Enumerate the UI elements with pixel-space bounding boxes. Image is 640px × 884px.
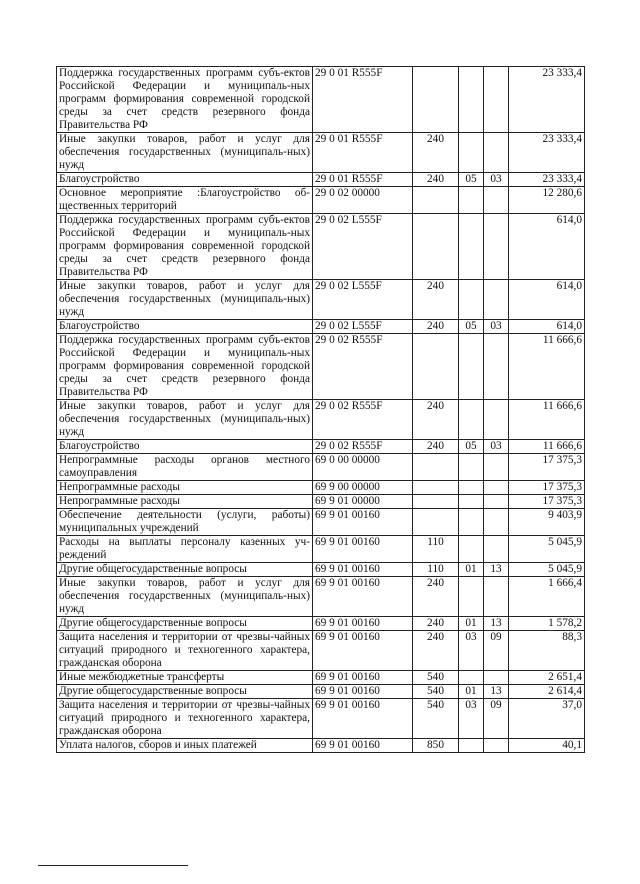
table-row bbox=[57, 320, 585, 334]
section-cell: 03 bbox=[459, 631, 484, 671]
expense-name-cell: Поддержка государственных программ субъ-ектов Российской Федерации и муниципаль-ных программ формирования современной городской среды за счет средств резервного фонда Правительства РФ bbox=[57, 214, 313, 280]
subsection-cell bbox=[484, 67, 509, 133]
subsection-cell: 03 bbox=[484, 173, 509, 187]
section-cell: 03 bbox=[459, 699, 484, 739]
budget-table bbox=[56, 66, 585, 753]
section-cell bbox=[459, 67, 484, 133]
table-row bbox=[57, 334, 585, 400]
expense-type-cell bbox=[413, 334, 459, 400]
expense-name-cell: Основное мероприятие :Благоустройство об-щественных территорий bbox=[57, 187, 313, 214]
amount-cell: 23 333,4 bbox=[509, 67, 585, 133]
amount-cell: 17 375,3 bbox=[509, 454, 585, 481]
subsection-cell bbox=[484, 187, 509, 214]
subsection-cell bbox=[484, 739, 509, 753]
table-row bbox=[57, 280, 585, 320]
expense-type-cell: 240 bbox=[413, 133, 459, 173]
expense-type-cell: 240 bbox=[413, 440, 459, 454]
subsection-cell: 13 bbox=[484, 617, 509, 631]
subsection-cell bbox=[484, 671, 509, 685]
expense-type-cell bbox=[413, 509, 459, 536]
expense-type-cell bbox=[413, 214, 459, 280]
amount-cell: 11 666,6 bbox=[509, 440, 585, 454]
table-row bbox=[57, 173, 585, 187]
subsection-cell bbox=[484, 481, 509, 495]
expense-name-cell: Непрограммные расходы органов местного самоуправления bbox=[57, 454, 313, 481]
amount-cell: 614,0 bbox=[509, 320, 585, 334]
subsection-cell: 03 bbox=[484, 320, 509, 334]
expense-type-cell bbox=[413, 454, 459, 481]
expense-type-cell: 540 bbox=[413, 671, 459, 685]
section-cell bbox=[459, 400, 484, 440]
expense-name-cell: Другие общегосударственные вопросы bbox=[57, 617, 313, 631]
table-row bbox=[57, 481, 585, 495]
target-article-cell: 29 0 02 R555F bbox=[313, 400, 413, 440]
expense-name-cell: Поддержка государственных программ субъ-ектов Российской Федерации и муниципаль-ных программ формирования современной городской среды за счет средств резервного фонда Правительства РФ bbox=[57, 67, 313, 133]
expense-type-cell bbox=[413, 495, 459, 509]
subsection-cell: 03 bbox=[484, 440, 509, 454]
section-cell bbox=[459, 214, 484, 280]
section-cell bbox=[459, 671, 484, 685]
amount-cell: 23 333,4 bbox=[509, 173, 585, 187]
amount-cell: 17 375,3 bbox=[509, 495, 585, 509]
target-article-cell: 29 0 02 R555F bbox=[313, 440, 413, 454]
amount-cell: 17 375,3 bbox=[509, 481, 585, 495]
table-row bbox=[57, 685, 585, 699]
target-article-cell: 29 0 01 R555F bbox=[313, 173, 413, 187]
target-article-cell: 29 0 02 L555F bbox=[313, 214, 413, 280]
expense-type-cell: 850 bbox=[413, 739, 459, 753]
expense-type-cell: 240 bbox=[413, 617, 459, 631]
expense-type-cell: 110 bbox=[413, 536, 459, 563]
amount-cell: 1 578,2 bbox=[509, 617, 585, 631]
target-article-cell: 29 0 02 L555F bbox=[313, 280, 413, 320]
amount-cell: 2 614,4 bbox=[509, 685, 585, 699]
section-cell bbox=[459, 739, 484, 753]
table-row bbox=[57, 617, 585, 631]
subsection-cell bbox=[484, 280, 509, 320]
subsection-cell bbox=[484, 509, 509, 536]
amount-cell: 11 666,6 bbox=[509, 400, 585, 440]
amount-cell: 11 666,6 bbox=[509, 334, 585, 400]
expense-name-cell: Расходы на выплаты персоналу казенных уч-реждений bbox=[57, 536, 313, 563]
amount-cell: 37,0 bbox=[509, 699, 585, 739]
amount-cell: 614,0 bbox=[509, 214, 585, 280]
section-cell bbox=[459, 495, 484, 509]
amount-cell: 2 651,4 bbox=[509, 671, 585, 685]
amount-cell: 12 280,6 bbox=[509, 187, 585, 214]
target-article-cell: 69 9 01 00160 bbox=[313, 699, 413, 739]
expense-name-cell: Иные закупки товаров, работ и услуг для обеспечения государственных (муниципаль-ных) нужд bbox=[57, 577, 313, 617]
target-article-cell: 69 9 01 00160 bbox=[313, 671, 413, 685]
expense-name-cell: Другие общегосударственные вопросы bbox=[57, 685, 313, 699]
subsection-cell bbox=[484, 133, 509, 173]
section-cell bbox=[459, 280, 484, 320]
table-row bbox=[57, 563, 585, 577]
expense-type-cell: 240 bbox=[413, 631, 459, 671]
target-article-cell: 29 0 02 L555F bbox=[313, 320, 413, 334]
target-article-cell: 69 9 01 00160 bbox=[313, 577, 413, 617]
expense-name-cell: Непрограммные расходы bbox=[57, 495, 313, 509]
expense-type-cell: 240 bbox=[413, 280, 459, 320]
target-article-cell: 69 9 00 00000 bbox=[313, 481, 413, 495]
subsection-cell bbox=[484, 214, 509, 280]
table-row bbox=[57, 536, 585, 563]
target-article-cell: 69 9 01 00160 bbox=[313, 563, 413, 577]
expense-name-cell: Защита населения и территории от чрезвы-чайных ситуаций природного и техногенного характера, гражданская оборона bbox=[57, 631, 313, 671]
expense-type-cell: 240 bbox=[413, 577, 459, 617]
section-cell bbox=[459, 133, 484, 173]
section-cell bbox=[459, 334, 484, 400]
table-row bbox=[57, 67, 585, 133]
section-cell: 01 bbox=[459, 563, 484, 577]
expense-name-cell: Иные межбюджетные трансферты bbox=[57, 671, 313, 685]
target-article-cell: 69 9 01 00160 bbox=[313, 739, 413, 753]
section-cell: 05 bbox=[459, 440, 484, 454]
subsection-cell bbox=[484, 454, 509, 481]
section-cell: 01 bbox=[459, 617, 484, 631]
target-article-cell: 69 9 01 00160 bbox=[313, 509, 413, 536]
subsection-cell: 13 bbox=[484, 563, 509, 577]
table-row bbox=[57, 739, 585, 753]
expense-name-cell: Другие общегосударственные вопросы bbox=[57, 563, 313, 577]
subsection-cell bbox=[484, 400, 509, 440]
table-row bbox=[57, 577, 585, 617]
footnote-separator bbox=[38, 865, 188, 866]
target-article-cell: 69 9 01 00000 bbox=[313, 495, 413, 509]
amount-cell: 88,3 bbox=[509, 631, 585, 671]
target-article-cell: 69 0 00 00000 bbox=[313, 454, 413, 481]
target-article-cell: 29 0 02 R555F bbox=[313, 334, 413, 400]
section-cell bbox=[459, 509, 484, 536]
table-row bbox=[57, 400, 585, 440]
subsection-cell bbox=[484, 577, 509, 617]
table-row bbox=[57, 495, 585, 509]
table-row bbox=[57, 214, 585, 280]
section-cell bbox=[459, 577, 484, 617]
expense-name-cell: Благоустройство bbox=[57, 320, 313, 334]
amount-cell: 1 666,4 bbox=[509, 577, 585, 617]
subsection-cell: 09 bbox=[484, 699, 509, 739]
expense-type-cell: 240 bbox=[413, 173, 459, 187]
table-row bbox=[57, 631, 585, 671]
expense-name-cell: Уплата налогов, сборов и иных платежей bbox=[57, 739, 313, 753]
expense-name-cell: Непрограммные расходы bbox=[57, 481, 313, 495]
subsection-cell bbox=[484, 536, 509, 563]
target-article-cell: 69 9 01 00160 bbox=[313, 536, 413, 563]
expense-type-cell: 540 bbox=[413, 685, 459, 699]
target-article-cell: 29 0 01 R555F bbox=[313, 133, 413, 173]
expense-type-cell bbox=[413, 481, 459, 495]
section-cell: 01 bbox=[459, 685, 484, 699]
expense-name-cell: Иные закупки товаров, работ и услуг для обеспечения государственных (муниципаль-ных) нужд bbox=[57, 400, 313, 440]
amount-cell: 9 403,9 bbox=[509, 509, 585, 536]
section-cell bbox=[459, 454, 484, 481]
expense-type-cell: 240 bbox=[413, 320, 459, 334]
subsection-cell bbox=[484, 495, 509, 509]
expense-name-cell: Поддержка государственных программ субъ-ектов Российской Федерации и муниципаль-ных программ формирования современной городской среды за счет средств резервного фонда Правительства РФ bbox=[57, 334, 313, 400]
expense-type-cell: 540 bbox=[413, 699, 459, 739]
target-article-cell: 29 0 01 R555F bbox=[313, 67, 413, 133]
expense-type-cell: 110 bbox=[413, 563, 459, 577]
target-article-cell: 69 9 01 00160 bbox=[313, 685, 413, 699]
table-row bbox=[57, 440, 585, 454]
section-cell bbox=[459, 187, 484, 214]
expense-name-cell: Благоустройство bbox=[57, 440, 313, 454]
table-row bbox=[57, 509, 585, 536]
subsection-cell bbox=[484, 334, 509, 400]
amount-cell: 5 045,9 bbox=[509, 563, 585, 577]
target-article-cell: 69 9 01 00160 bbox=[313, 617, 413, 631]
expense-type-cell bbox=[413, 67, 459, 133]
expense-name-cell: Благоустройство bbox=[57, 173, 313, 187]
amount-cell: 5 045,9 bbox=[509, 536, 585, 563]
table-row bbox=[57, 187, 585, 214]
subsection-cell: 13 bbox=[484, 685, 509, 699]
target-article-cell: 29 0 02 00000 bbox=[313, 187, 413, 214]
section-cell bbox=[459, 481, 484, 495]
section-cell bbox=[459, 536, 484, 563]
amount-cell: 40,1 bbox=[509, 739, 585, 753]
expense-name-cell: Иные закупки товаров, работ и услуг для обеспечения государственных (муниципаль-ных) нужд bbox=[57, 133, 313, 173]
expense-name-cell: Обеспечение деятельности (услуги, работы) муниципальных учреждений bbox=[57, 509, 313, 536]
section-cell: 05 bbox=[459, 320, 484, 334]
amount-cell: 23 333,4 bbox=[509, 133, 585, 173]
section-cell: 05 bbox=[459, 173, 484, 187]
table-row bbox=[57, 671, 585, 685]
expense-name-cell: Защита населения и территории от чрезвы-чайных ситуаций природного и техногенного характера, гражданская оборона bbox=[57, 699, 313, 739]
subsection-cell: 09 bbox=[484, 631, 509, 671]
table-row bbox=[57, 133, 585, 173]
table-row bbox=[57, 699, 585, 739]
budget-table-body bbox=[57, 67, 585, 753]
expense-type-cell: 240 bbox=[413, 400, 459, 440]
target-article-cell: 69 9 01 00160 bbox=[313, 631, 413, 671]
amount-cell: 614,0 bbox=[509, 280, 585, 320]
expense-name-cell: Иные закупки товаров, работ и услуг для обеспечения государственных (муниципаль-ных) нужд bbox=[57, 280, 313, 320]
table-row bbox=[57, 454, 585, 481]
expense-type-cell bbox=[413, 187, 459, 214]
